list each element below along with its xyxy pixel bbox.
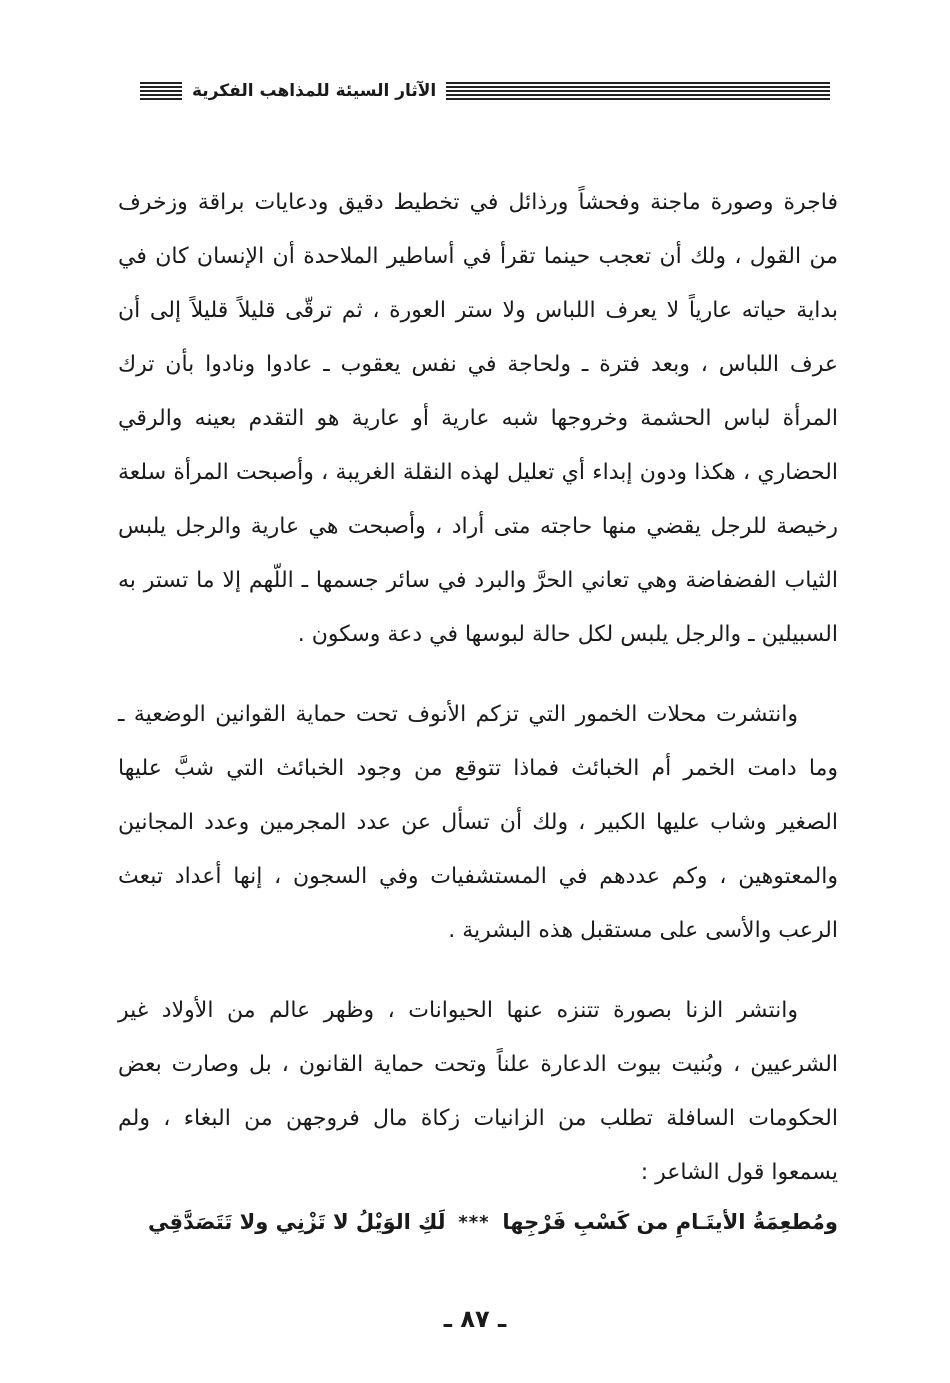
running-header [140,76,830,106]
header-rule-right [446,82,830,100]
paragraph-3: وانتشر الزنا بصورة تتنزه عنها الحيوانات ، وظهر عالم من الأولاد غير الشرعيين ، وبُنيت بيوت الدعارة علناً وتحت حماية القانون ، بل وصارت بعض الحكومات السافلة تطلب من الزانيات زكاة مال فروجهن من البغاء ، ولم يسمعوا قول الشاعر : [118,998,838,1185]
paragraph-1: فاجرة وصورة ماجنة وفحشاً ورذائل في تخطيط دقيق ودعايات براقة وزخرف من القول ، ولك أن تعجب حينما تقرأ في أساطير الملاحدة أن الإنسان كان في بداية حياته عارياً لا يعرف اللباس ولا ستر العورة ، ثم ترقّى قليلاً قليلاً إلى أن عرف اللباس ، وبعد فترة ـ ولحاجة في نفس يعقوب ـ عادوا ونادوا بأن ترك المرأة لباس الحشمة وخروجها شبه عارية أو عارية هو التقدم بعينه والرقي الحضاري ، هكذا ودون إبداء أي تعليل لهذه النقلة الغريبة ، وأصبحت المرأة سلعة رخيصة للرجل يقضي منها حاجته متى أراد ، وأصبحت هي عارية والرجل يلبس الثياب الفضفاضة وهي تعاني الحرَّ والبرد في سائر جسمها ـ اللّهم إلا ما تستر به السبيلين ـ والرجل يلبس لكل حالة لبوسها في دعة وسكون . [118,190,838,647]
header-rule-left [140,82,182,100]
page-number: ـ ٨٧ ـ [443,1305,507,1333]
poetry-verse [148,1210,838,1234]
body-text [118,176,838,1226]
verse-separator: *** [458,1211,490,1233]
header-title: الآثار السيئة للمذاهب الفكرية [192,81,437,101]
paragraph-2: وانتشرت محلات الخمور التي تزكم الأنوف تحت حماية القوانين الوضعية ـ وما دامت الخمر أم الخبائث فماذا تتوقع من وجود الخبائث التي شبَّ عليها الصغير وشاب عليها الكبير ، ولك أن تسأل عن عدد المجرمين وعدد المجانين والمعتوهين ، وكم عددهم في المستشفيات وفي السجون ، إنها أعداد تبعث الرعب والأسى على مستقبل هذه البشرية . [118,702,838,943]
verse-second-hemistich: لَكِ الوَيْلُ لا تَزْنِي ولا تَتَصَدَّقِي [148,1210,446,1234]
verse-first-hemistich: ومُطعِمَةُ الأيتَـامِ من كَسْبِ فَرْجِها [502,1210,838,1234]
